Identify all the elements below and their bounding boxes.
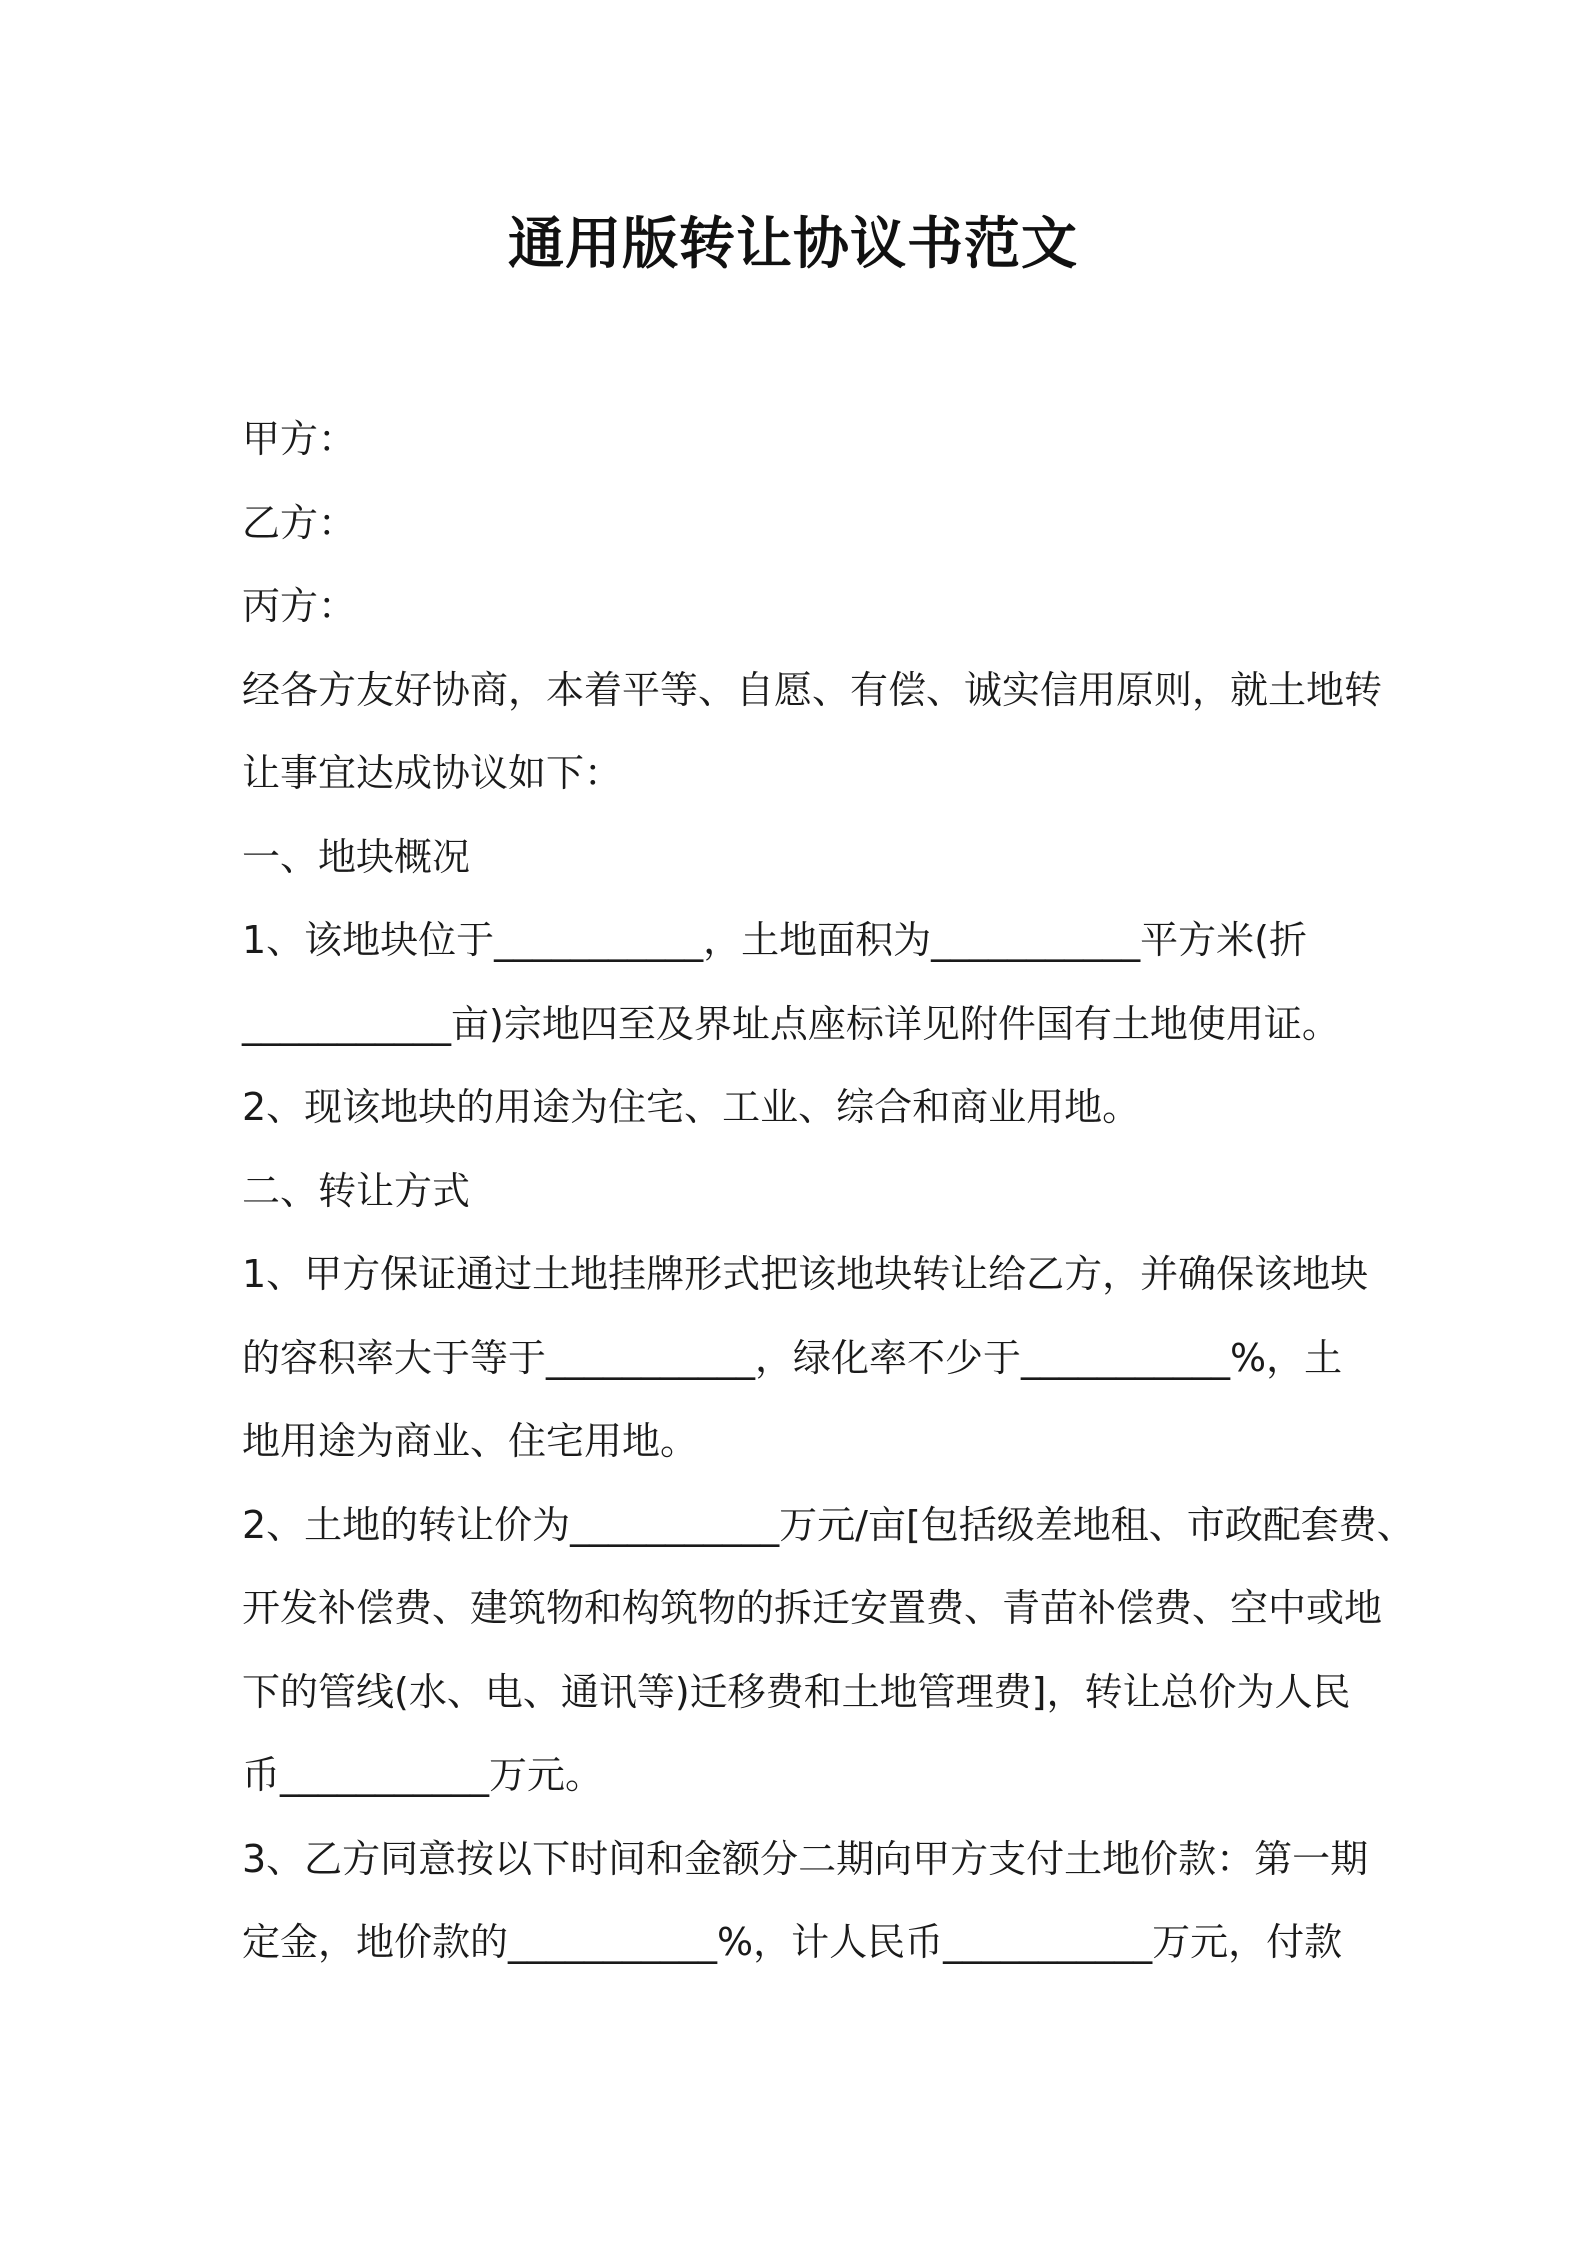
party-c-line: 丙方： <box>242 584 357 628</box>
party-a-line: 甲方： <box>242 417 357 461</box>
preamble-line: 让事宜达成协议如下： <box>242 751 623 795</box>
document-body <box>242 398 1415 1985</box>
clause-line: 2、现该地块的用途为住宅、工业、综合和商业用地。 <box>242 1085 1141 1129</box>
clause-line: 币___________万元。 <box>242 1753 604 1797</box>
clause-line: 2、土地的转让价为___________万元/亩[包括级差地租、市政配套费、 <box>242 1502 1415 1547</box>
clause-line: 开发补偿费、建筑物和构筑物的拆迁安置费、青苗补偿费、空中或地 <box>242 1586 1383 1630</box>
clause-line: 下的管线(水、电、通讯等)迁移费和土地管理费]，转让总价为人民 <box>242 1669 1351 1714</box>
section-heading: 一、地块概况 <box>242 834 471 879</box>
party-b-line: 乙方： <box>242 500 357 545</box>
section-heading: 二、转让方式 <box>242 1168 471 1213</box>
clause-line: ___________亩)宗地四至及界址点座标详见附件国有土地使用证。 <box>242 1001 1340 1046</box>
preamble-line: 经各方友好协商，本着平等、自愿、有偿、诚实信用原则，就土地转 <box>242 667 1383 712</box>
clause-line: 定金，地价款的___________%，计人民币___________万元，付款 <box>242 1920 1343 1964</box>
clause-line: 的容积率大于等于___________，绿化率不少于___________%，土 <box>242 1335 1343 1380</box>
clause-line: 地用途为商业、住宅用地。 <box>242 1419 699 1463</box>
clause-line: 3、乙方同意按以下时间和金额分二期向甲方支付土地价款：第一期 <box>242 1836 1369 1881</box>
clause-line: 1、甲方保证通过土地挂牌形式把该地块转让给乙方，并确保该地块 <box>242 1252 1369 1296</box>
document-title: 通用版转让协议书范文 <box>508 212 1078 277</box>
clause-line: 1、该地块位于___________，土地面积为___________平方米(折 <box>242 918 1308 962</box>
